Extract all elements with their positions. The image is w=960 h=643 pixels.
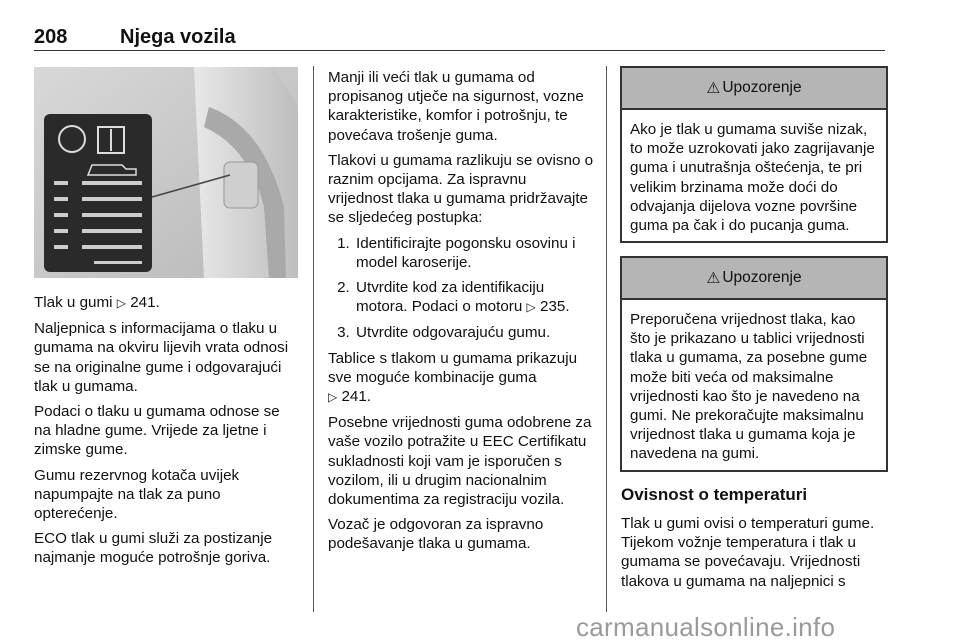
warning-box — [620, 66, 888, 243]
column-right — [621, 484, 889, 597]
arrow-ref-icon: ▷ — [526, 300, 536, 315]
warning-header — [622, 258, 886, 300]
paragraph — [328, 349, 594, 408]
arrow-ref-icon: ▷ — [328, 390, 338, 405]
list-item: 3. Utvrdite odgovarajuću gumu. — [354, 323, 594, 342]
paragraph: Naljepnica s informacijama o tlaku u gumama na okviru lijevih vrata odnosi se na originalne gume i odgovarajući tlak u gumama. — [34, 320, 289, 395]
paragraph: Tlakovi u gumama razlikuju se ovisno o raznim opcijama. Za ispravnu vrijednost tlaka u gumama pridržavajte se sljedećeg postupka: — [328, 151, 594, 227]
warning-text: Ako je tlak u gumama suviše nizak, to može uzrokovati jako zagrijavanje guma i unutrašnja oštećenja, te pri velikim brzinama može doći do odvajanja dijelova vozne površine guma pa čak i do pucanja guma. — [630, 121, 875, 235]
warning-heading: Upozorenje — [722, 269, 802, 286]
page-header — [34, 26, 885, 52]
paragraph: Posebne vrijednosti guma odobrene za vaše vozilo potražite u EEC Certifikatu sukladnosti koji vam je isporučen s vozilom, ili u drugim nacionalnim dokumentima za registraciju vozila. — [328, 414, 592, 509]
list-item: 1. Identificirajte pogonsku osovinu i model karoserije. — [354, 234, 594, 272]
warning-text: Preporučena vrijednost tlaka, kao što je prikazano u tablici vrijednosti tlaka u gumama, za posebne gume može biti veća od maksimalne vrijednosti kao što je navedeno na gumi. Ne prekoračujte maksimalnu vrijednost tlaka u gumama koja je navedena na gumi. — [630, 311, 868, 463]
paragraph: Vozač je odgovoran za ispravno podešavanje tlaka u gumama. — [328, 516, 544, 553]
paragraph: Manji ili veći tlak u gumama od propisanog utječe na sigurnost, vozne karakteristike, komfor i potrošnju, te povećava trošenje guma. — [328, 69, 584, 144]
paragraph: Tlak u gumi ovisi o temperaturi gume. Tijekom vožnje temperatura i tlak u gumama se povećavaju. Vrijednosti tlakova u gumama na naljepnici s — [621, 515, 875, 590]
warning-heading: Upozorenje — [722, 79, 802, 96]
door-frame-image — [34, 67, 298, 278]
arrow-ref-icon: ▷ — [116, 296, 126, 310]
paragraph-tire-pressure-ref — [34, 293, 300, 313]
page-reference[interactable]: 241. — [341, 388, 372, 406]
tire-pressure-label: Tlak u gumi — [34, 294, 113, 311]
warning-triangle-icon: ⚠ — [706, 269, 721, 287]
warning-box — [620, 256, 888, 472]
watermark: carmanualsonline.info — [576, 612, 836, 642]
warning-triangle-icon: ⚠ — [706, 79, 721, 97]
page-reference[interactable]: 235. — [540, 298, 570, 316]
column-middle — [328, 68, 594, 560]
page-title: Njega vozila — [120, 26, 236, 48]
column-divider-1 — [313, 66, 314, 612]
list-item — [354, 278, 594, 317]
section-heading: Ovisnost o temperaturi — [621, 485, 808, 504]
header-rule — [34, 50, 885, 51]
paragraph-text: Tablice s tlakom u gumama prikazuju sve moguće kombinacije guma — [328, 349, 578, 386]
paragraph: Podaci o tlaku u gumama odnose se na hladne gume. Vrijede za ljetne i zimske gume. — [34, 403, 280, 459]
procedure-list — [328, 234, 594, 343]
paragraph: Gumu rezervnog kotača uvijek napumpajte na tlak za puno opterećenje. — [34, 466, 240, 523]
column-divider-2 — [606, 66, 607, 612]
page-number: 208 — [34, 26, 68, 48]
page-reference[interactable]: 241. — [130, 294, 160, 311]
column-left — [34, 293, 300, 574]
tire-label-illustration — [34, 67, 298, 278]
list-item-text: Utvrdite kod za identifikaciju motora. Podaci o motoru — [356, 279, 545, 316]
paragraph: ECO tlak u gumi služi za postizanje najmanje moguće potrošnje goriva. — [34, 530, 273, 567]
warning-header — [622, 68, 886, 110]
